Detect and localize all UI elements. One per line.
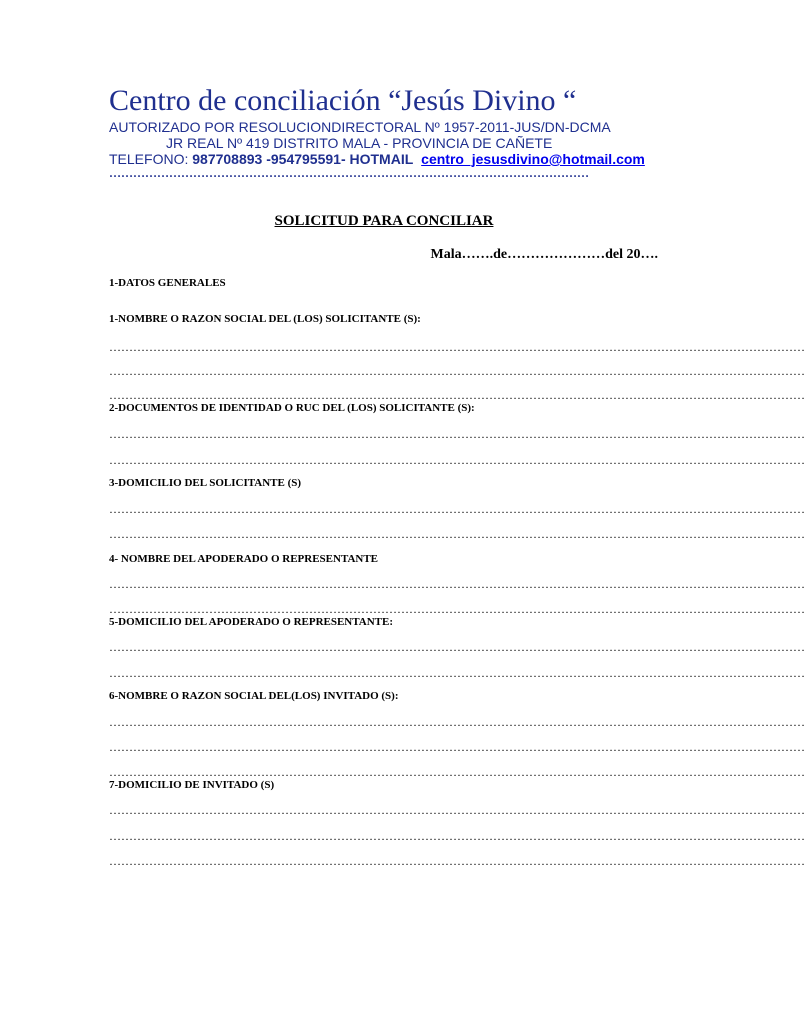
phone-label: TELEFONO: — [109, 151, 189, 167]
invitee-address-line-2[interactable]: ………………………………………………………………………………………………………………………………………………………… — [109, 829, 805, 843]
field-representative-address-label: 5-DOMICILIO DEL APODERADO O REPRESENTANTE: — [109, 616, 393, 628]
section-general-heading: 1-DATOS GENERALES — [109, 277, 226, 289]
email-link[interactable]: centro_jesusdivino@hotmail.com — [421, 151, 645, 167]
field-invitee-address-label: 7-DOMICILIO DE INVITADO (S) — [109, 779, 275, 791]
form-title: SOLICITUD PARA CONCILIAR — [274, 213, 494, 229]
phone-numbers: 987708893 -954795591- HOTMAIL — [192, 151, 414, 167]
representative-address-line-1[interactable]: ………………………………………………………………………………………………………………………………………………………… — [109, 640, 805, 654]
date-line: Mala…….de…………………del 20…. — [430, 247, 658, 262]
field-applicant-address-label: 3-DOMICILIO DEL SOLICITANTE (S) — [109, 477, 302, 489]
applicant-id-line-2[interactable]: ………………………………………………………………………………………………………………………………………………………… — [109, 453, 805, 467]
applicant-id-line-1[interactable]: ………………………………………………………………………………………………………………………………………………………… — [109, 427, 805, 441]
header-separator: ………………………………………………………………………………………………………… — [109, 166, 589, 180]
invitee-name-line-1[interactable]: ………………………………………………………………………………………………………………………………………………………… — [109, 715, 805, 729]
field-applicant-id-label: 2-DOCUMENTOS DE IDENTIDAD O RUC DEL (LOS) SOLICITANTE (S): — [109, 402, 475, 414]
applicant-address-line-1[interactable]: ………………………………………………………………………………………………………………………………………………………… — [109, 502, 805, 516]
invitee-address-line-1[interactable]: ………………………………………………………………………………………………………………………………………………………… — [109, 803, 805, 817]
invitee-name-line-3[interactable]: ………………………………………………………………………………………………………………………………………………………… — [109, 765, 805, 779]
invitee-name-line-2[interactable]: ………………………………………………………………………………………………………………………………………………………… — [109, 740, 805, 754]
field-invitee-name-label: 6-NOMBRE O RAZON SOCIAL DEL(LOS) INVITADO (S): — [109, 690, 399, 702]
applicant-name-line-1[interactable]: ………………………………………………………………………………………………………………………………………………………… — [109, 340, 805, 354]
applicant-name-line-2[interactable]: ………………………………………………………………………………………………………………………………………………………… — [109, 364, 805, 378]
authorization-line: AUTORIZADO POR RESOLUCIONDIRECTORAL Nº 1957-2011-JUS/DN-DCMA — [109, 119, 611, 135]
applicant-name-line-3[interactable]: ………………………………………………………………………………………………………………………………………………………… — [109, 388, 805, 402]
representative-address-line-2[interactable]: ………………………………………………………………………………………………………………………………………………………… — [109, 666, 805, 680]
field-representative-name-label: 4- NOMBRE DEL APODERADO O REPRESENTANTE — [109, 553, 379, 565]
applicant-address-line-2[interactable]: ………………………………………………………………………………………………………………………………………………………… — [109, 527, 805, 541]
address-line: JR REAL Nº 419 DISTRITO MALA - PROVINCIA DE CAÑETE — [166, 135, 553, 151]
center-title: Centro de conciliación “Jesús Divino “ — [109, 84, 577, 117]
representative-name-line-1[interactable]: ………………………………………………………………………………………………………………………………………………………… — [109, 577, 805, 591]
invitee-address-line-3[interactable]: ………………………………………………………………………………………………………………………………………………………… — [109, 854, 805, 868]
contact-line — [109, 151, 645, 167]
field-applicant-name-label: 1-NOMBRE O RAZON SOCIAL DEL (LOS) SOLICITANTE (S): — [109, 313, 421, 325]
representative-name-line-2[interactable]: ………………………………………………………………………………………………………………………………………………………… — [109, 602, 805, 616]
